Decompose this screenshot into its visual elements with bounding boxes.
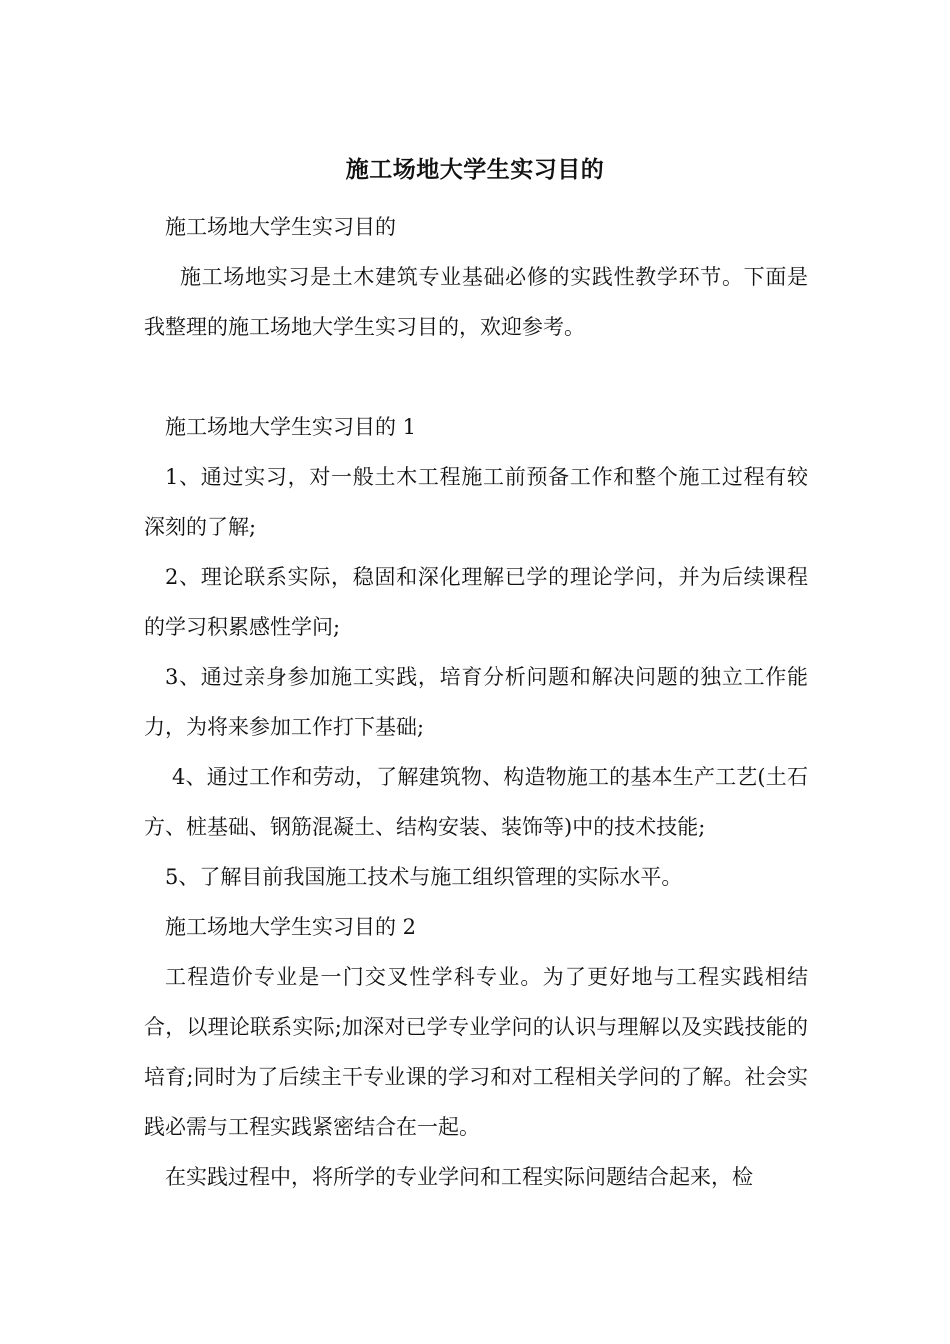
section-1-item-2: 2、理论联系实际，稳固和深化理解已学的理论学问，并为后续课程的学习积累感性学问; [144,565,808,639]
section-1-item-4: 4、通过工作和劳动，了解建筑物、构造物施工的基本生产工艺(土石方、桩基础、钢筋混凝土、结构安装、装饰等)中的技术技能; [144,765,808,839]
document-title: 施工场地大学生实习目的 [345,156,605,183]
section-1-heading: 施工场地大学生实习目的 1 [165,415,417,439]
section-2-paragraph-1: 工程造价专业是一门交叉性学科专业。为了更好地与工程实践相结合，以理论联系实际;加深对已学专业学问的认识与理解以及实践技能的培育;同时为了后续主干专业课的学习和对工程相关学问的了解。社会实践必需与工程实践紧密结合在一起。 [144,965,808,1139]
section-2-heading: 施工场地大学生实习目的 2 [165,915,417,939]
section-1-item-3: 3、通过亲身参加施工实践，培育分析问题和解决问题的独立工作能力，为将来参加工作打下基础; [144,665,808,739]
section-1-item-1: 1、通过实习，对一般土木工程施工前预备工作和整个施工过程有较深刻的了解; [144,465,808,539]
blank-line [144,352,808,402]
intro-paragraph: 施工场地实习是土木建筑专业基础必修的实践性教学环节。下面是我整理的施工场地大学生实习目的，欢迎参考。 [144,265,808,339]
document-body [144,202,808,1202]
section-2-paragraph-2: 在实践过程中，将所学的专业学问和工程实际问题结合起来，检 [165,1165,753,1189]
document-subtitle: 施工场地大学生实习目的 [165,215,396,239]
section-1-item-5: 5、了解目前我国施工技术与施工组织管理的实际水平。 [165,865,683,889]
